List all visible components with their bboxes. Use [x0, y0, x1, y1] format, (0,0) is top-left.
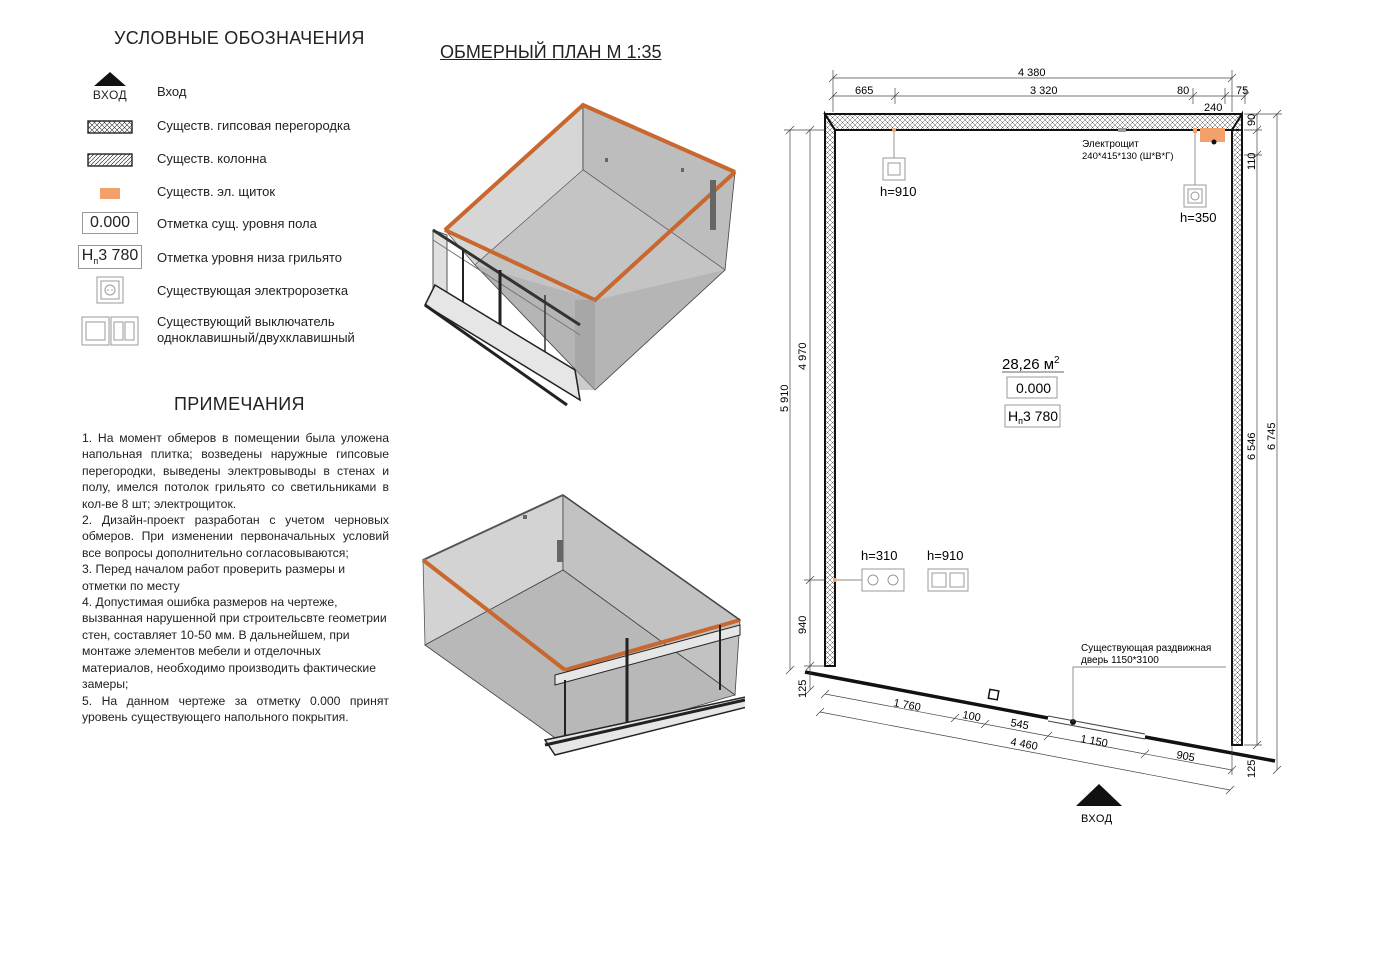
socket-h350 [1184, 185, 1206, 207]
electrical-panel-icon [80, 178, 140, 208]
partition-hatch-shape [87, 120, 133, 134]
dim-top-75: 75 [1236, 85, 1249, 97]
legend-label-column: Существ. колонна [157, 151, 267, 166]
plan-title: ОБМЕРНЫЙ ПЛАН М 1:35 [440, 42, 662, 62]
dim-bottom-1760: 1 760 [892, 697, 922, 714]
dim-right-110: 110 [1246, 152, 1258, 170]
mark-h910-top: h=910 [880, 184, 917, 199]
legend-column [80, 145, 410, 175]
column-hatch-icon [80, 145, 140, 175]
note-item: 5. На данном чертеже за отметку 0.000 принят уровень существующего напольного покрытия. [82, 693, 389, 724]
room-ceiling-level: $H_п3$ 780 [1008, 408, 1059, 426]
entrance-triangle-icon [80, 72, 140, 102]
door-label-2: дверь 1150*3100 [1081, 655, 1159, 666]
legend-switch [80, 314, 410, 348]
double-switch-h910 [928, 569, 968, 591]
dim-left-125: 125 [797, 679, 809, 698]
legend-label-floor-level: Отметка сущ. уровня пола [157, 216, 317, 231]
dim-bottom-905: 905 [1175, 749, 1196, 765]
dim-right-6546: 6 546 [1246, 432, 1258, 460]
legend-partition [80, 112, 410, 142]
plan-entry-caption: ВХОД [1081, 813, 1113, 825]
socket-h910-top [883, 128, 905, 180]
legend-socket [80, 275, 410, 305]
panel-size-label: 240*415*130 (Ш*В*Г) [1082, 151, 1174, 162]
socket-shape [96, 276, 124, 304]
dim-right-125: 125 [1246, 759, 1258, 778]
electrical-panel-mark [1200, 128, 1225, 142]
dim-left-4970: 4 970 [797, 342, 809, 370]
note-item: 3. Перед началом работ проверить размеры и отметки по месту [82, 562, 346, 593]
dim-top-240: 240 [1204, 102, 1223, 114]
legend-label-ceiling-level: Отметка уровня низа грильято [157, 250, 343, 265]
notes-title: ПРИМЕЧАНИЯ [174, 394, 305, 414]
dim-top-80: 80 [1177, 85, 1190, 97]
legend-floor-level [80, 208, 410, 238]
legend-label-switch: Существующий выключатель одноклавишный/двухклавишный [157, 314, 355, 345]
panel-label: Электрощит [1082, 139, 1139, 150]
door-label-1: Существующая раздвижная [1081, 643, 1212, 654]
legend-title: УСЛОВНЫЕ ОБОЗНАЧЕНИЯ [114, 28, 365, 48]
note-item: 4. Допустимая ошибка размеров на чертеже, вызванная нарушенной при строительсвте геометрии стен, составляет 10-50 мм. В дальнейшем, при монтаже элементов мебели и отделочных материалов, необходимо производить фактические замеры; [82, 595, 387, 692]
room-area: 28,26 $м^2$ [1002, 355, 1060, 373]
dim-bottom-1150: 1 150 [1079, 733, 1109, 750]
isometric-view-1 [415, 100, 745, 410]
notes-list [82, 430, 389, 725]
entrance-triangle-shape [85, 72, 135, 86]
dim-bottom-100: 100 [961, 709, 982, 725]
switch-icon [80, 314, 140, 348]
legend-entrance [80, 72, 410, 102]
dim-top-665: 665 [855, 85, 874, 97]
socket-icon [80, 275, 140, 305]
electrical-panel-swatch [100, 188, 120, 199]
double-socket-h310 [833, 569, 904, 591]
legend-ceiling-level [80, 242, 410, 272]
legend-entry-caption: ВХОД [92, 88, 128, 102]
mark-h310: h=310 [861, 548, 898, 563]
plan-entrance-triangle [1076, 784, 1122, 806]
dim-right-6745: 6 745 [1266, 422, 1278, 450]
legend-label-panel: Существ. эл. щиток [157, 184, 276, 199]
isometric-view-2 [415, 490, 745, 775]
dim-top-3320: 3 320 [1030, 85, 1058, 97]
room-floor-level: 0.000 [1016, 380, 1052, 396]
dim-left-940: 940 [797, 615, 809, 634]
legend-level-sample: 0.000 [82, 212, 138, 234]
column-hatch-shape [87, 153, 133, 167]
legend-ceiling-sample: $H_п3$ 780 [78, 245, 142, 268]
ceiling-level-mark-icon [80, 242, 140, 272]
dim-top-total: 4 380 [1018, 67, 1046, 79]
mark-h910-left: h=910 [927, 548, 964, 563]
dim-right-90: 90 [1246, 113, 1258, 126]
legend-panel [80, 178, 410, 208]
note-item: 2. Дизайн-проект разработан с учетом черновых обмеров. При изменении первоначальных условий все вопросы дополнительно согласовываются; [82, 513, 389, 560]
dim-bottom-545: 545 [1009, 717, 1030, 733]
note-item: 1. На момент обмеров в помещении была уложена напольная плитка; возведены наружные гипсовые перегородки, выведены электровыводы в стенах и полу, имелся потолок грильято со светильниками в кол-ве 8 шт; электрощиток. [82, 431, 389, 511]
legend-label-partition: Существ. гипсовая перегородка [157, 118, 351, 133]
legend-label-socket: Существующая электророзетка [157, 283, 349, 298]
mark-h350: h=350 [1180, 210, 1217, 225]
dim-bottom-4460: 4 460 [1009, 736, 1039, 753]
switch-shape [81, 316, 139, 346]
dim-left-5910: 5 910 [779, 384, 791, 412]
plaster-partition-hatch-icon [80, 112, 140, 142]
legend-label-entrance: Вход [157, 84, 187, 99]
floor-level-mark-icon [80, 208, 140, 238]
floor-plan [770, 60, 1386, 840]
